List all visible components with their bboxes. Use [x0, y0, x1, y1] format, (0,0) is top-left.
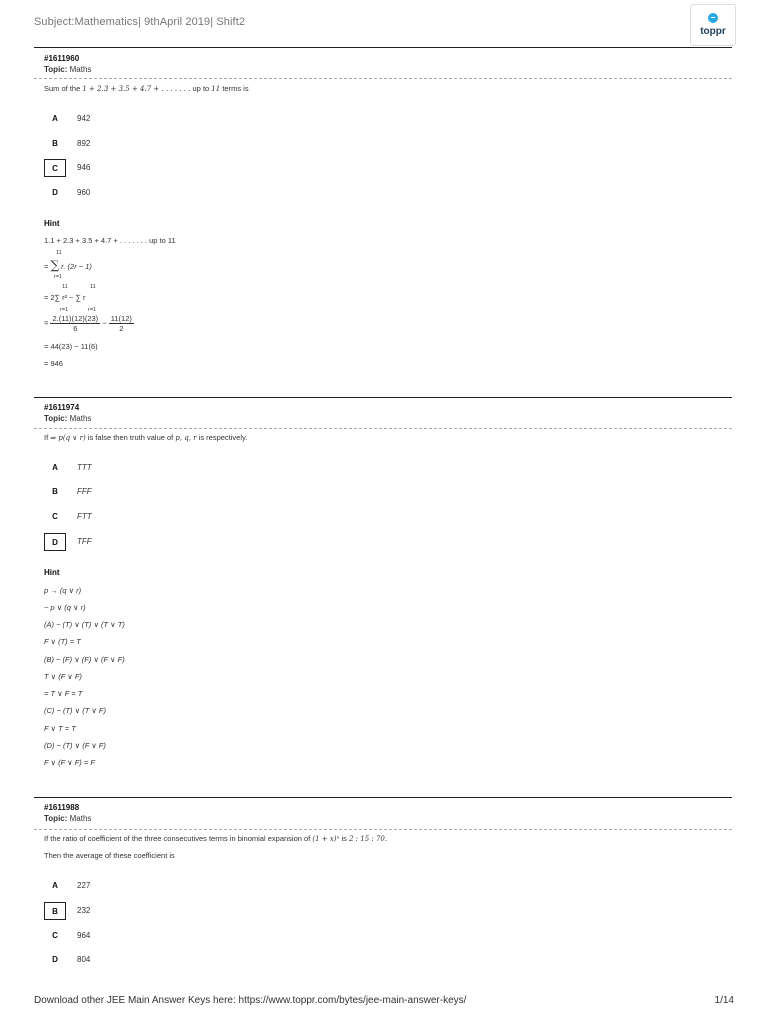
question-text: [44, 834, 387, 843]
math-expression: (1 + x)ⁿ: [312, 835, 340, 843]
question-topic: [44, 65, 91, 74]
math-series: 1 + 2.3 + 3.5 + 4.7 + . . . . . . .: [82, 85, 191, 93]
fraction: [109, 314, 134, 333]
question-text-line2: Then the average of these coefficient is: [44, 851, 175, 860]
hint-line: = T ∨ F = T: [44, 689, 83, 698]
topic-divider: [34, 78, 732, 79]
footer-download-link[interactable]: Download other JEE Main Answer Keys here: https://www.toppr.com/bytes/jee-main-answer-keys/: [34, 995, 467, 1006]
option-d-value: TFF: [77, 537, 92, 546]
option-a-letter[interactable]: A: [52, 114, 58, 123]
question-text: [44, 84, 249, 93]
sum-upper-limit: 11: [90, 284, 96, 290]
hint-line: F ∨ (F ∨ F) = F: [44, 758, 95, 767]
hint-heading: Hint: [44, 568, 60, 577]
option-b-letter-correct[interactable]: B: [44, 902, 66, 920]
toppr-logo: [690, 4, 736, 46]
question-separator: [34, 397, 732, 398]
topic-value: Maths: [69, 414, 92, 423]
hint-line: (B) ~ (F) ∨ (F) ∨ (F ∨ F): [44, 655, 125, 664]
topic-label: Topic:: [44, 414, 68, 423]
sum-term: r. (2r − 1): [61, 262, 92, 271]
hint-line: (D) ~ (T) ∨ (F ∨ F): [44, 741, 106, 750]
option-c-value: FTT: [77, 512, 92, 521]
question-separator: [34, 797, 732, 798]
option-a-value: TTT: [77, 463, 92, 472]
denominator: 2: [119, 324, 124, 333]
option-b-letter[interactable]: B: [52, 487, 58, 496]
topic-value: Maths: [69, 814, 92, 823]
hint-line: = 44(23) − 11(6): [44, 342, 98, 351]
hint-line: (A) ~ (T) ∨ (T) ∨ (T ∨ T): [44, 620, 125, 629]
sum-upper-limit: 11: [56, 250, 62, 256]
fraction: [50, 314, 100, 333]
topic-divider: [34, 829, 732, 830]
question-text: [44, 433, 247, 442]
topic-label: Topic:: [44, 814, 68, 823]
hint-line-sum: = ∑ r. (2r − 1): [44, 258, 92, 272]
question-text-part: If the ratio of coefficient of the three consecutives terms in binomial expansion of: [44, 834, 311, 843]
math-variables: p, q, r: [175, 434, 197, 442]
math-expression: ⇒ p(q ∨ r): [50, 434, 86, 442]
option-b-value: 232: [77, 906, 91, 915]
hint-line: 1.1 + 2.3 + 3.5 + 4.7 + . . . . . . . up to 11: [44, 236, 176, 245]
topic-divider: [34, 428, 732, 429]
sum-lower-limit: r=1: [88, 307, 97, 313]
page-number: 1/14: [714, 995, 734, 1006]
option-b-value: FFF: [77, 487, 92, 496]
topic-label: Topic:: [44, 65, 68, 74]
option-c-value: 964: [77, 931, 91, 940]
logo-arrow-icon: [708, 13, 718, 23]
question-id: #1611974: [44, 403, 80, 412]
logo-text: toppr: [700, 26, 726, 37]
question-text-part: is: [341, 834, 347, 843]
option-a-letter[interactable]: A: [52, 463, 58, 472]
question-text-part: is false then truth value of: [87, 433, 174, 442]
option-c-letter[interactable]: C: [52, 931, 58, 940]
topic-value: Maths: [69, 65, 92, 74]
option-c-letter-correct[interactable]: C: [44, 159, 66, 177]
question-text-part: is respectively.: [198, 433, 248, 442]
hint-line: T ∨ (F ∨ F): [44, 672, 82, 681]
question-text-part: If: [44, 433, 49, 442]
math-n: 11: [211, 85, 221, 93]
option-b-letter[interactable]: B: [52, 139, 58, 148]
question-topic: [44, 814, 91, 823]
sum-lower-limit: r=1: [54, 274, 63, 280]
hint-line: (C) ~ (T) ∨ (T ∨ F): [44, 706, 107, 715]
option-d-letter[interactable]: D: [52, 188, 58, 197]
sum-lower-limit: r=1: [60, 307, 69, 313]
hint-line: F ∨ (T) = T: [44, 637, 81, 646]
question-id: #1611960: [44, 54, 80, 63]
question-id: #1611988: [44, 803, 80, 812]
hint-line: ~ p ∨ (q ∨ r): [44, 603, 86, 612]
sum-upper-limit: 11: [62, 284, 68, 290]
option-a-value: 942: [77, 114, 91, 123]
option-d-value: 960: [77, 188, 91, 197]
question-topic: [44, 414, 91, 423]
option-d-letter-correct[interactable]: D: [44, 533, 66, 551]
numerator: 11(12): [110, 314, 132, 323]
option-b-value: 892: [77, 139, 91, 148]
option-c-value: 946: [77, 163, 91, 172]
option-c-letter[interactable]: C: [52, 512, 58, 521]
option-a-letter[interactable]: A: [52, 881, 58, 890]
numerator: 2.(11)(12)(23): [52, 314, 99, 323]
hint-line: p → (q ∨ r): [44, 586, 82, 595]
question-text-part: Sum of the: [44, 84, 81, 93]
question-separator: [34, 47, 732, 48]
hint-heading: Hint: [44, 219, 60, 228]
option-d-letter[interactable]: D: [52, 955, 58, 964]
option-a-value: 227: [77, 881, 91, 890]
hint-line: F ∨ T = T: [44, 724, 76, 733]
math-ratio: 2 : 15 : 70.: [348, 835, 388, 843]
hint-line: = 2∑ r² − ∑ r: [44, 293, 86, 302]
option-d-value: 804: [77, 955, 91, 964]
denominator: 6: [73, 324, 78, 333]
question-text-part: up to: [192, 84, 210, 93]
hint-line: = 946: [44, 359, 63, 368]
question-text-part: terms is: [222, 84, 249, 93]
hint-line-fraction: = $\frac{2.(11)(12)(23)}{6}$ − $\frac{11(12)}{2}$: [44, 314, 132, 333]
document-header: Subject:Mathematics| 9thApril 2019| Shift2: [34, 16, 246, 28]
